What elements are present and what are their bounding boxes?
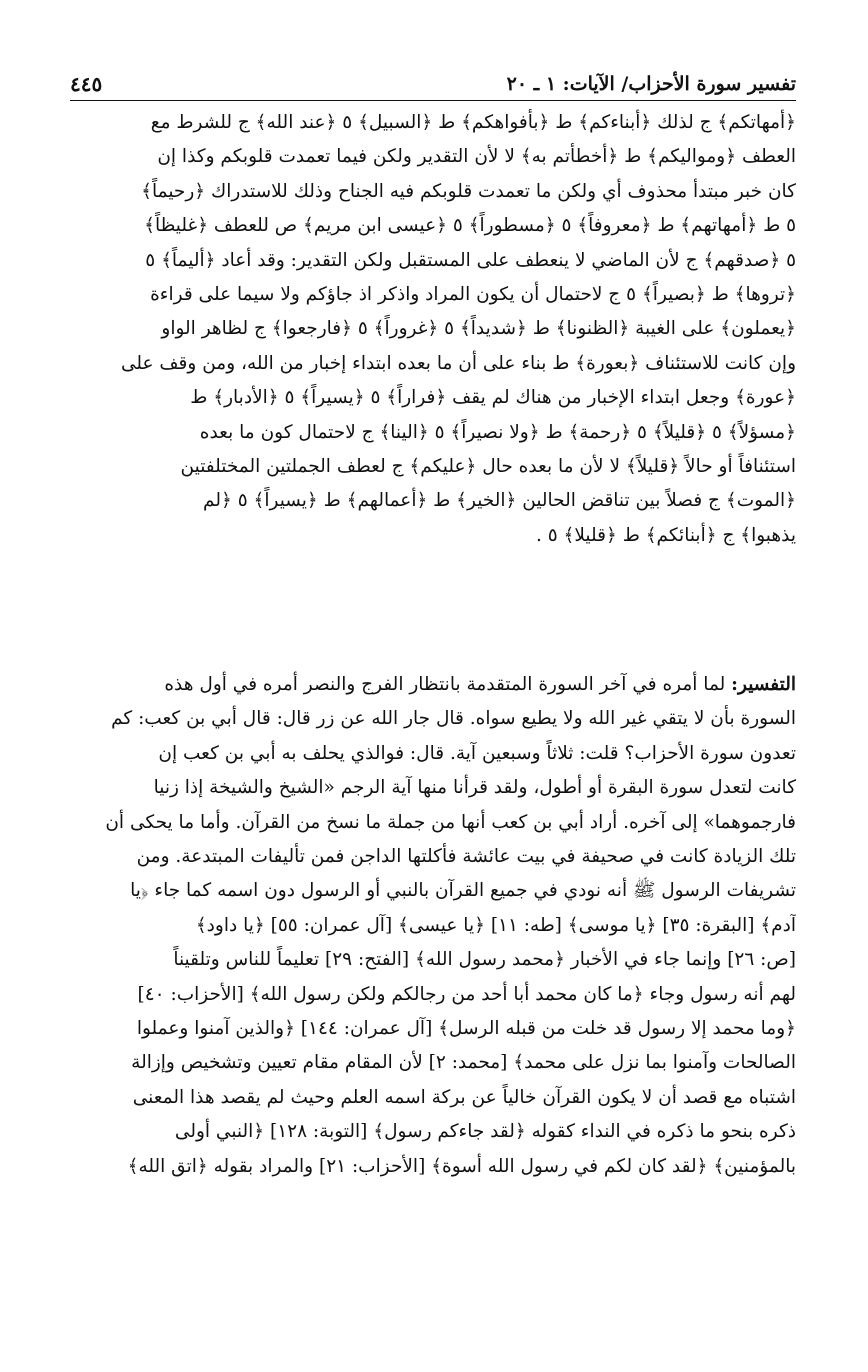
text-line: تعدون سورة الأحزاب؟ قلت: ثلاثاً وسبعين آية. قال: فوالذي يحلف به أبي بن كعب إن: [158, 742, 796, 764]
tafsir-section: [70, 668, 796, 1184]
page-header: [70, 62, 796, 98]
text-line: وإن كانت للاستئناف ﴿بعورة﴾ ط بناء على أن ما بعده ابتداء إخبار من الله، ومن وقف على: [120, 352, 796, 374]
pause-marks-section: [70, 106, 796, 553]
text-line: [ص: ٢٦] وإنما جاء في الأخبار ﴿محمد رسول الله﴾ [الفتح: ٢٩] تعليماً للناس وتلقيناً: [173, 949, 796, 971]
text-line: ٥ ﴿صدقهم﴾ ج لأن الماضي لا ينعطف على المستقبل ولكن التقدير: وقد أعاد ﴿أليماً﴾ ٥: [145, 249, 796, 271]
text-line: تلك الزيادة كانت في صحيفة في بيت عائشة فأكلتها الداجن فمن تأليفات المبتدعة. ومن: [136, 846, 796, 868]
running-title: تفسير سورة الأحزاب/ الآيات: ١ ـ ٢٠: [506, 73, 796, 95]
text-line: اشتباه مع قصد أن لا يكون القرآن خالياً عن بركة اسمه العلم وحيث لم يقصد هذا المعنى: [132, 1086, 796, 1108]
text-line: فارجموهما» إلى آخره. أراد أبي بن كعب أنها من جملة ما نسخ من القرآن. وأما ما يحكى أن: [105, 811, 796, 833]
text-line: الصالحات وآمنوا بما نزل على محمد﴾ [محمد: ٢] لأن المقام مقام تعيين وتشخيص وإزالة: [131, 1052, 796, 1074]
text-line: ﴿مسؤلاً﴾ ٥ ﴿قليلاً﴾ ٥ ﴿رحمة﴾ ط ﴿ولا نصيراً﴾ ٥ ﴿الينا﴾ ج لاحتمال كون ما بعده: [199, 421, 796, 443]
tafsir-line-text: لما أمره في آخر السورة المتقدمة بانتظار الفرج والنصر أمره في أول هذه: [164, 674, 732, 695]
page-number: ٤٤٥: [70, 72, 103, 96]
text-line: [70, 668, 796, 702]
text-line: العطف ﴿ومواليكم﴾ ط ﴿أخطأتم به﴾ لا لأن التقدير ولكن فيما تعمدت قلوبكم وكذا إن: [157, 146, 796, 168]
text-line: ﴿الموت﴾ ج فصلاً بين تناقض الحالين ﴿الخير﴾ ط ﴿أعمالهم﴾ ط ﴿يسيراً﴾ ٥ ﴿لم: [203, 490, 796, 512]
text-line: ﴿وما محمد إلا رسول قد خلت من قبله الرسل﴾ [آل عمران: ١٤٤] ﴿والذين آمنوا وعملوا: [136, 1018, 796, 1040]
text-line: لهم أنه رسول وجاء ﴿ما كان محمد أبا أحد من رجالكم ولكن رسول الله﴾ [الأحزاب: ٤٠]: [137, 983, 796, 1005]
text-line: كان خبر مبتدأ محذوف أي ولكن ما تعمدت قلوبكم فيه الجناح وذلك للاستدراك ﴿رحيماً﴾: [141, 180, 796, 202]
header-rule: [70, 100, 796, 101]
text-line: تشريفات الرسول ﷺ أنه نودي في جميع القرآن بالنبي أو الرسول دون اسمه كما جاء ﴿يا: [130, 880, 796, 902]
text-line: بالمؤمنين﴾ ﴿لقد كان لكم في رسول الله أسوة﴾ [الأحزاب: ٢١] والمراد بقوله ﴿اتق الله﴾: [127, 1155, 796, 1177]
text-line: ﴿تروها﴾ ط ﴿بصيراً﴾ ٥ ج لاحتمال أن يكون المراد واذكر اذ جاؤكم ولا سيما على قراءة: [150, 284, 796, 306]
text-line: يذهبوا﴾ ج ﴿أبنائكم﴾ ط ﴿قليلا﴾ ٥ .: [535, 524, 796, 546]
text-line: ﴿أمهاتكم﴾ ج لذلك ﴿أبناءكم﴾ ط ﴿بأفواهكم﴾ ط ﴿السبيل﴾ ٥ ﴿عند الله﴾ ج للشرط مع: [150, 112, 796, 133]
tafsir-heading: التفسير:: [731, 674, 796, 695]
text-line: ﴿عورة﴾ وجعل ابتداء الإخبار من هناك لم يقف ﴿فراراً﴾ ٥ ﴿يسيراً﴾ ٥ ﴿الأدبار﴾ ط: [190, 387, 796, 409]
text-line: آدم﴾ [البقرة: ٣٥] ﴿يا موسى﴾ [طه: ١١] ﴿يا عيسى﴾ [آل عمران: ٥٥] ﴿يا داود﴾: [195, 914, 796, 936]
text-line: استئنافاً أو حالاً ﴿قليلاً﴾ لا لأن ما بعده حال ﴿عليكم﴾ ج لعطف الجملتين المختلفتين: [180, 456, 796, 478]
text-line: ذكره بنحو ما ذكره في النداء كقوله ﴿لقد جاءكم رسول﴾ [التوبة: ١٢٨] ﴿النبي أولى: [174, 1121, 796, 1143]
text-line: كانت لتعدل سورة البقرة أو أطول، ولقد قرأنا منها آية الرجم «الشيخ والشيخة إذا زنيا: [153, 777, 796, 799]
text-line: ٥ ط ﴿أمهاتهم﴾ ط ﴿معروفاً﴾ ٥ ﴿مسطوراً﴾ ٥ ﴿عيسى ابن مريم﴾ ص للعطف ﴿غليظاً﴾: [144, 215, 796, 237]
text-line: السورة بأن لا يتقي غير الله ولا يطيع سواه. قال جار الله عن زر قال: قال أبي بن كعب: كم: [111, 708, 796, 730]
text-line: ﴿يعملون﴾ على الغيبة ﴿الظنونا﴾ ط ﴿شديداً﴾ ٥ ﴿غروراً﴾ ٥ ﴿فارجعوا﴾ ج لظاهر الواو: [161, 318, 796, 340]
